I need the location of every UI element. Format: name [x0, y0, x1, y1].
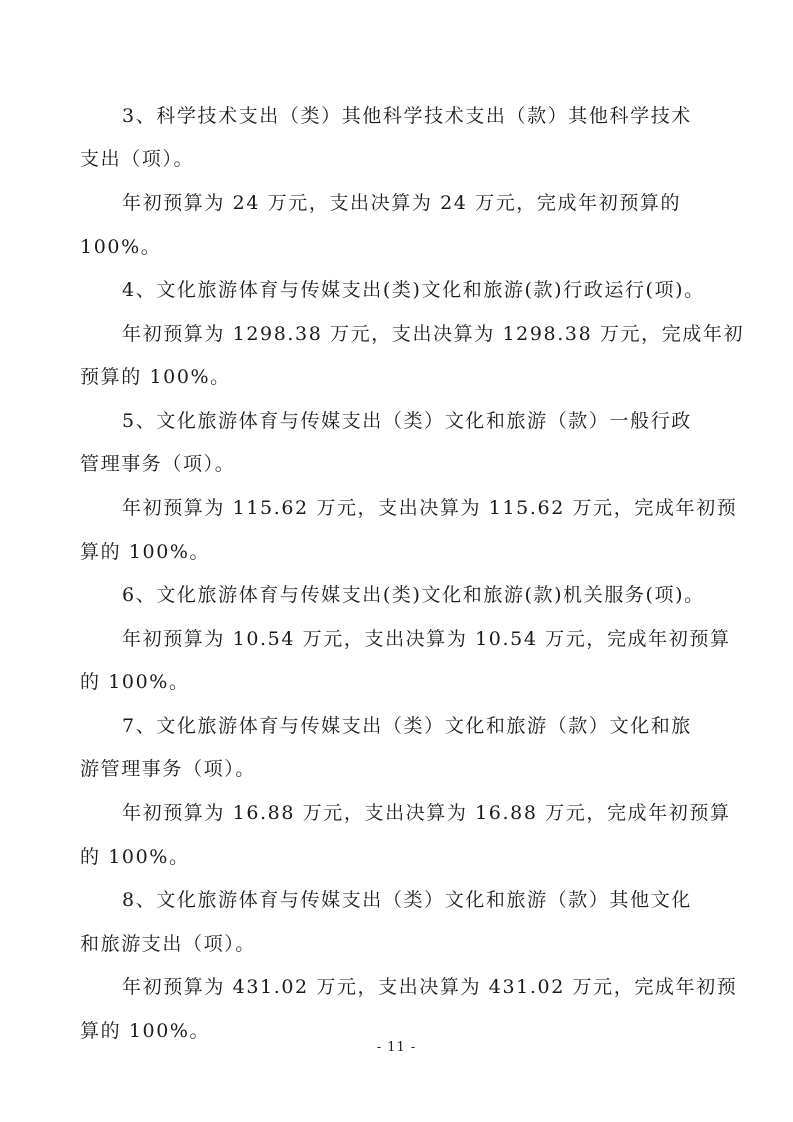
- item-5-budget-line-2: 算的 100%。: [80, 541, 211, 563]
- item-4-budget-line-2: 预算的 100%。: [80, 366, 231, 388]
- item-5-heading-line-1: 5、文化旅游体育与传媒支出（类）文化和旅游（款）一般行政: [122, 410, 692, 432]
- item-8-budget-line-1: 年初预算为 431.02 万元，支出决算为 431.02 万元，完成年初预: [122, 976, 738, 998]
- item-4-heading-line-1: 4、文化旅游体育与传媒支出(类)文化和旅游(款)行政运行(项)。: [122, 279, 705, 301]
- item-6-heading-line-1: 6、文化旅游体育与传媒支出(类)文化和旅游(款)机关服务(项)。: [122, 584, 705, 606]
- item-3-budget-line-2: 100%。: [80, 236, 162, 258]
- item-8-heading-line-1: 8、文化旅游体育与传媒支出（类）文化和旅游（款）其他文化: [122, 889, 692, 911]
- item-3-heading-line-1: 3、科学技术支出（类）其他科学技术支出（款）其他科学技术: [122, 105, 692, 127]
- item-6-budget-line-1: 年初预算为 10.54 万元，支出决算为 10.54 万元，完成年初预算: [122, 628, 731, 650]
- item-7-budget-line-1: 年初预算为 16.88 万元，支出决算为 16.88 万元，完成年初预算: [122, 802, 731, 824]
- item-8-heading-line-2: 和旅游支出（项）。: [80, 933, 256, 955]
- item-7-heading-line-1: 7、文化旅游体育与传媒支出（类）文化和旅游（款）文化和旅: [122, 715, 692, 737]
- item-3-heading-line-2: 支出（项）。: [80, 148, 195, 170]
- item-8-budget-line-2: 算的 100%。: [80, 1020, 211, 1042]
- item-4-budget-line-1: 年初预算为 1298.38 万元，支出决算为 1298.38 万元，完成年初: [122, 323, 745, 345]
- item-5-heading-line-2: 管理事务（项）。: [80, 453, 236, 475]
- item-7-budget-line-2: 的 100%。: [80, 846, 190, 868]
- item-5-budget-line-1: 年初预算为 115.62 万元，支出决算为 115.62 万元，完成年初预: [122, 497, 738, 519]
- item-3-budget-line-1: 年初预算为 24 万元，支出决算为 24 万元，完成年初预算的: [122, 192, 682, 214]
- item-6-budget-line-2: 的 100%。: [80, 671, 190, 693]
- item-7-heading-line-2: 游管理事务（项）。: [80, 758, 256, 780]
- page-number: - 11 -: [376, 1040, 417, 1055]
